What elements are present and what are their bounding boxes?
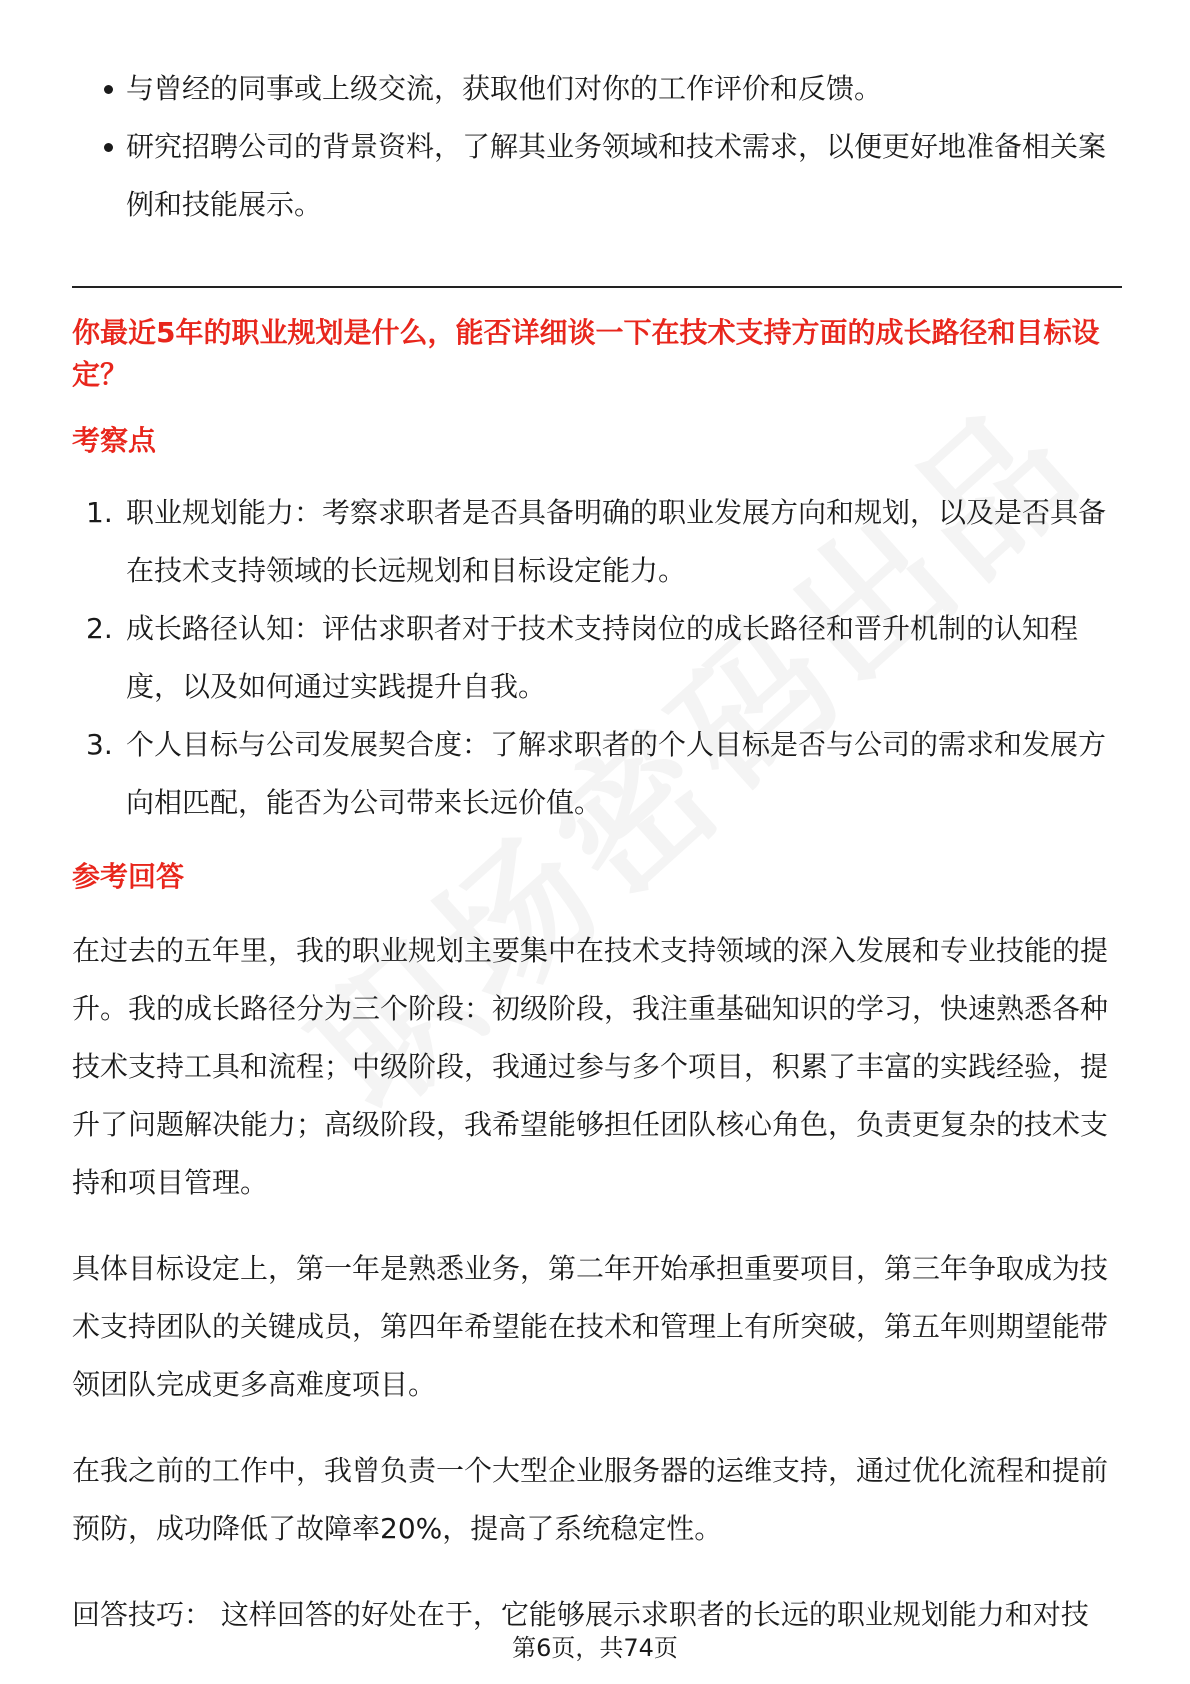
answer-paragraph: 具体目标设定上，第一年是熟悉业务，第二年开始承担重要项目，第三年争取成为技术支持团队的关键成员，第四年希望能在技术和管理上有所突破，第五年则期望能带领团队完成更多高难度项目。 [72, 1252, 1109, 1401]
answer-paragraph: 在我之前的工作中，我曾负责一个大型企业服务器的运维支持，通过优化流程和提前预防，成功降低了故障率20%，提高了系统稳定性。 [72, 1454, 1109, 1545]
point-item [72, 716, 1122, 832]
bullet-item: 研究招聘公司的背景资料，了解其业务领域和技术需求，以便更好地准备相关案例和技能展示。 [72, 118, 1122, 234]
answer-tip-paragraph: 回答技巧： 这样回答的好处在于，它能够展示求职者的长远的职业规划能力和对技 [72, 1598, 1089, 1631]
bullet-item: 与曾经的同事或上级交流，获取他们对你的工作评价和反馈。 [72, 60, 1122, 118]
point-number: 2. [86, 612, 113, 645]
section-title-answer: 参考回答 [72, 860, 185, 893]
page-number-footer: 第6页，共74页 [512, 1634, 678, 1662]
answer-paragraph: 在过去的五年里，我的职业规划主要集中在技术支持领域的深入发展和专业技能的提升。我的成长路径分为三个阶段：初级阶段，我注重基础知识的学习，快速熟悉各种技术支持工具和流程；中级阶段，我通过参与多个项目，积累了丰富的实践经验，提升了问题解决能力；高级阶段，我希望能够担任团队核心角色，负责更复杂的技术支持和项目管理。 [72, 934, 1109, 1199]
point-item [72, 600, 1122, 716]
question-heading: 你最近5年的职业规划是什么，能否详细谈一下在技术支持方面的成长路径和目标设定？ [72, 316, 1100, 391]
point-number: 1. [86, 496, 113, 529]
point-item [72, 484, 1122, 600]
section-title-points: 考察点 [72, 424, 157, 457]
point-text: 职业规划能力：考察求职者是否具备明确的职业发展方向和规划，以及是否具备在技术支持领域的长远规划和目标设定能力。 [126, 496, 1107, 587]
point-number: 3. [86, 728, 113, 761]
points-list [72, 484, 1122, 832]
bullet-list [72, 60, 1122, 234]
point-text: 个人目标与公司发展契合度：了解求职者的个人目标是否与公司的需求和发展方向相匹配，能否为公司带来长远价值。 [126, 728, 1107, 819]
divider [72, 286, 1122, 288]
point-text: 成长路径认知：评估求职者对于技术支持岗位的成长路径和晋升机制的认知程度，以及如何通过实践提升自我。 [126, 612, 1079, 703]
document-page [72, 60, 1122, 1672]
